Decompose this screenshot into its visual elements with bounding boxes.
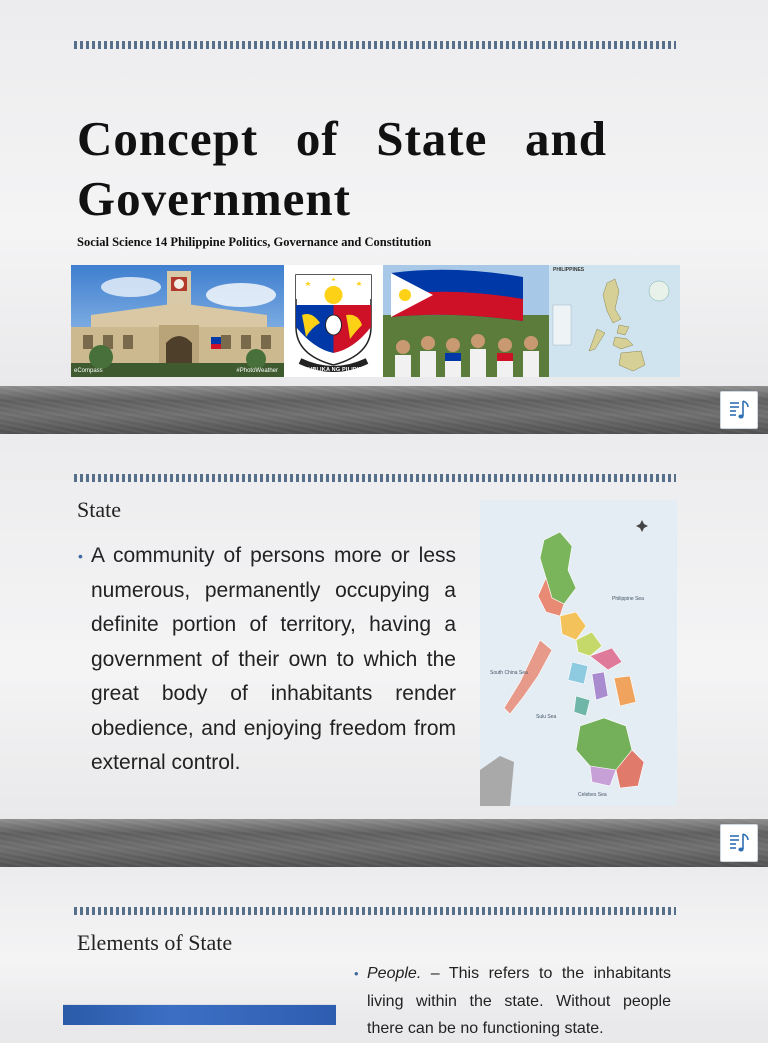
music-note-list-icon: [721, 392, 757, 428]
dashed-rule: [74, 41, 676, 49]
flag-photo: [63, 1004, 336, 1025]
coat-of-arms-image: [284, 265, 383, 377]
photo-credit-left: eCompass: [74, 368, 103, 374]
seal-scroll-text: REPUBLIKA NG PILIPINAS: [296, 367, 371, 373]
dashed-rule: [74, 474, 676, 482]
slide-title-line-1: Concept of State and: [77, 111, 607, 166]
map-label-celebes-sea: Celebes Sea: [578, 792, 607, 798]
map-label-philippine-sea: Philippine Sea: [612, 596, 644, 602]
map-title: PHILIPPINES: [553, 267, 585, 273]
slide-1: [0, 0, 768, 386]
slide-heading-elements: Elements of State: [77, 930, 233, 955]
flag-crowd-photo: [383, 265, 549, 377]
slide-title-line-2: Government: [77, 171, 351, 226]
dashed-rule: [74, 907, 676, 915]
map-label-sulu-sea: Sulu Sea: [536, 714, 557, 720]
slide-heading-state: State: [77, 497, 121, 522]
city-hall-photo: [71, 265, 284, 377]
audio-notes-button[interactable]: [720, 824, 758, 862]
slide-divider-band: [0, 819, 768, 867]
philippines-regions-map: [480, 500, 677, 806]
slide-2: [0, 434, 768, 819]
photo-credit-right: #PhotoWeather: [236, 368, 278, 374]
map-label-south-china-sea: South China Sea: [490, 670, 528, 676]
slide-subtitle: Social Science 14 Philippine Politics, Governance and Constitution: [77, 235, 432, 249]
people-term: People.: [367, 965, 422, 982]
audio-notes-button[interactable]: [720, 391, 758, 429]
state-definition-text: A community of persons more or less numerous, permanently occupying a definite portion of territory, having a government of their own to which the great body of inhabitants render obedience, and enjoying freedom from external control.: [91, 544, 456, 774]
people-bullet: [354, 960, 671, 1043]
people-definition: – This refers to the inhabitants living within the state. Without people there can be no functioning state.: [367, 965, 671, 1037]
slide-divider-band: [0, 386, 768, 434]
slide-3: [0, 867, 768, 1037]
state-definition-bullet: [78, 539, 456, 781]
bullet-dot: •: [354, 966, 359, 981]
bullet-dot: •: [78, 548, 83, 564]
music-note-list-icon: [721, 825, 757, 861]
philippines-map-image: [549, 265, 680, 377]
